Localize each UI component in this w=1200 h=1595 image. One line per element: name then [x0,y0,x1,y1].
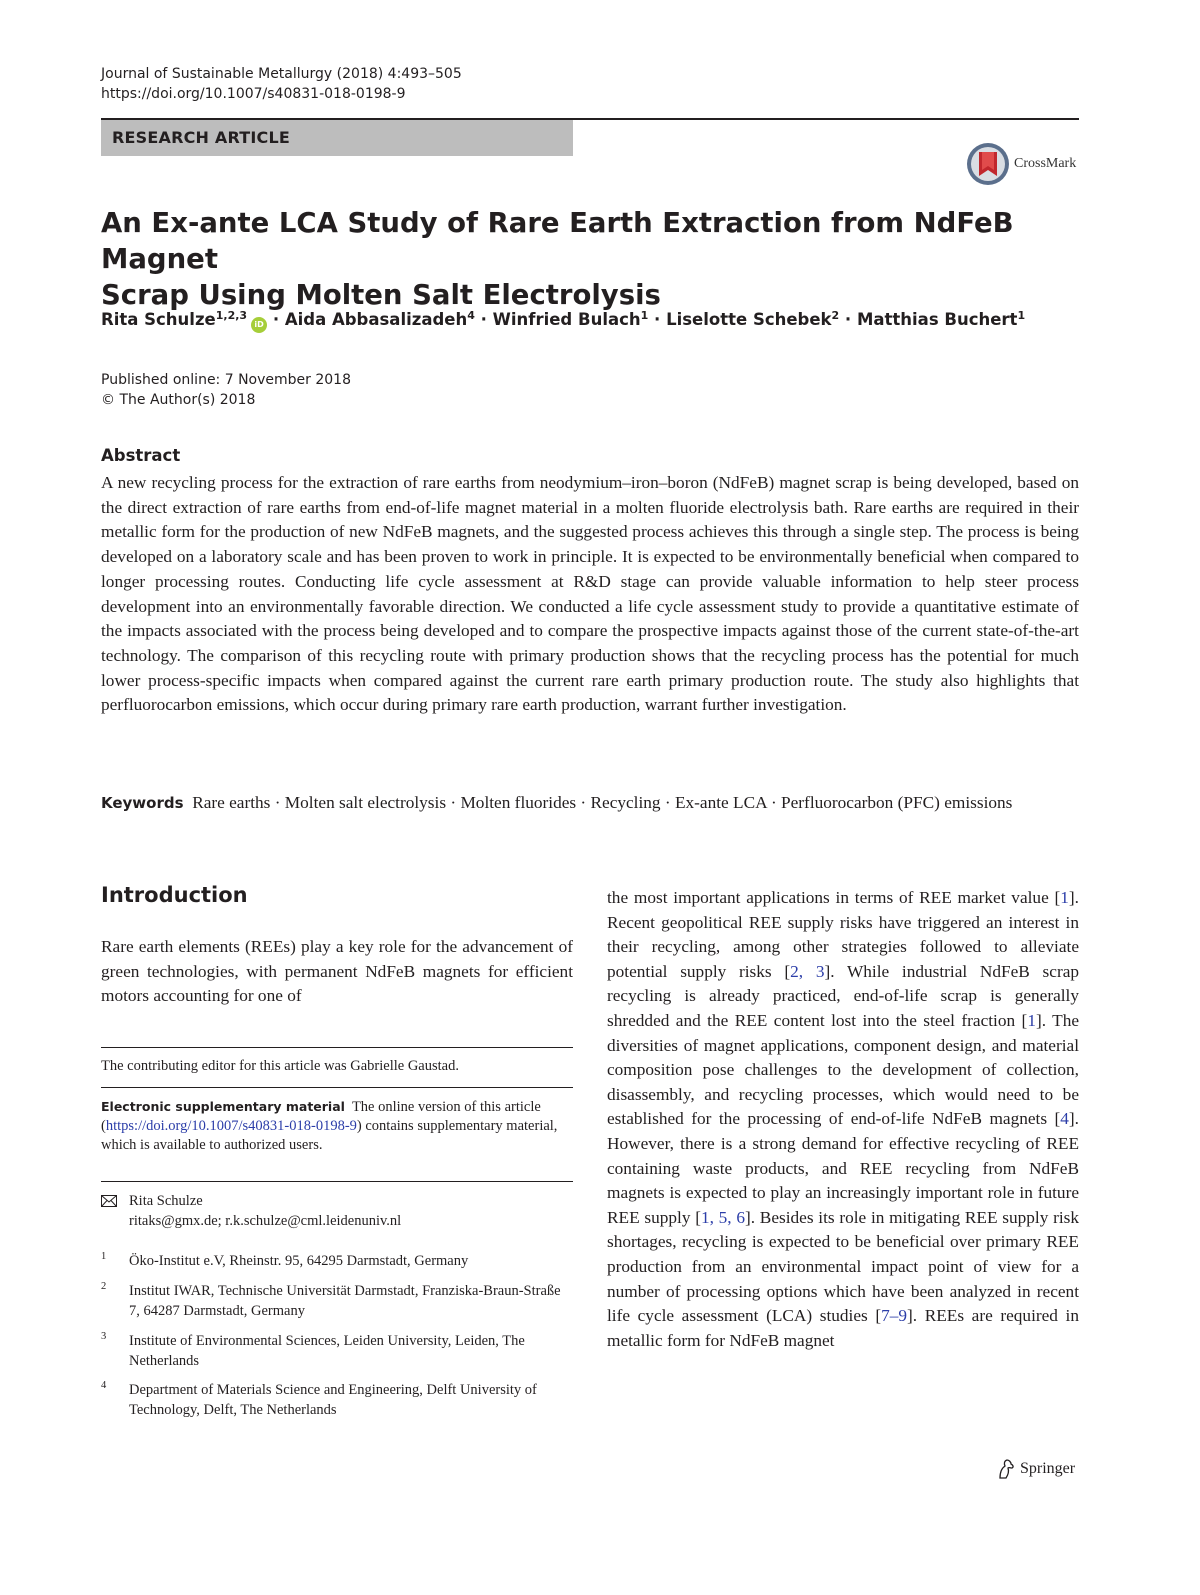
doi-line[interactable]: https://doi.org/10.1007/s40831-018-0198-9 [101,86,406,102]
crossmark-button[interactable] [966,142,1076,186]
esm-note: Electronic supplementary material The online version of this article (https://doi.org/10.1007/s40831-018-0198-9) contains supplementary material, which is available to authorized users. [101,1099,558,1153]
affiliation: 3 Institute of Environmental Sciences, Leiden University, Leiden, The Netherlands [101,1331,525,1369]
copyright: © The Author(s) 2018 [101,392,256,408]
crossmark-icon [966,142,1010,186]
journal-citation [101,64,462,104]
orcid-icon[interactable]: iD [251,317,267,333]
keywords [101,790,1079,816]
envelope-icon [101,1195,117,1207]
footnote-rule [101,1047,573,1048]
esm-label: Electronic supplementary material [101,1099,345,1114]
footnote-rule [101,1087,573,1088]
contact-name: Rita Schulze [129,1193,203,1209]
citation-link[interactable]: 1 [1060,888,1069,907]
published-date: Published online: 7 November 2018 [101,372,351,388]
contact-email[interactable]: ritaks@gmx.de; r.k.schulze@cml.leidenuniv.nl [129,1213,402,1229]
editor-note: The contributing editor for this article was Gabrielle Gaustad. [101,1058,459,1074]
affiliation: 1 Öko-Institut e.V, Rheinstr. 95, 64295 Darmstadt, Germany [101,1251,469,1269]
article-type-label: RESEARCH ARTICLE [112,128,291,147]
citation-link[interactable]: 7–9 [881,1306,908,1326]
affiliation: 4 Department of Materials Science and Engineering, Delft University of Technology, Delft, The Netherlands [101,1380,537,1418]
intro-left-text: Rare earth elements (REEs) play a key role for the advancement of green technologies, with permanent NdFeB magnets for efficient motors accounting for one of [101,937,573,1006]
citation-link[interactable]: 1, 5, 6 [700,1207,745,1227]
citation-link[interactable]: 2, 3 [790,961,825,981]
footnote-rule [101,1181,573,1182]
journal-line: Journal of Sustainable Metallurgy (2018) 4:493–505 [101,66,462,82]
affiliation: 2 Institut IWAR, Technische Universität Darmstadt, Franziska-Braun-Straße 7, 64287 Darmstadt, Germany [101,1281,561,1319]
esm-link[interactable]: https://doi.org/10.1007/s40831-018-0198-9 [105,1118,357,1134]
publisher-name: Springer [1020,1460,1076,1477]
corresponding-author [101,1191,401,1231]
author-list: Rita Schulze$^{1,2,3}$iD · Aida Abbasalizadeh$^4$ · Winfried Bulach$^1$ · Liselotte Schebek$^2$ · Matthias Buchert$^1$ [101,309,1025,333]
intro-right-text: the most important applications in terms of REE market value [1]. Recent geopolitical REE supply risks have triggered an interest in their recycling, among other strategies followed to alleviate potential supply risks [2, 3]. While industrial NdFeB scrap recycling is already practiced, end-of-life scrap is generally shredded and the REE content lost into the steel fraction [1]. The diversities of magnet applications, component design, and material composition pose challenges to the development of collection, disassembly, and recycling processes, which would need to be established for the processing of end-of-life NdFeB magnets [4]. However, there is a strong demand for effective recycling of REE containing waste products, and REE recycling from NdFeB magnets is expected to play an increasingly important role in future REE supply [1, 5, 6]. Besides its role in mitigating REE supply risk shortages, recycling is expected to be beneficial over primary REE production from an environmental impact point of view for a number of processing options which have been analyzed in recent life cycle assessment (LCA) studies [7–9]. REEs are required in metallic form for NdFeB magnet [607,888,1080,1350]
publisher-logo [996,1458,1075,1480]
title-line-2: Scrap Using Molten Salt Electrolysis [101,279,661,311]
author[interactable]: Rita Schulze$^{1,2,3}$iD [101,310,267,329]
section-heading-introduction: Introduction [101,883,248,907]
abstract-heading: Abstract [101,446,181,465]
crossmark-label: CrossMark [1014,156,1077,171]
title-line-1: An Ex-ante LCA Study of Rare Earth Extraction from NdFeB Magnet [101,207,1014,275]
author[interactable]: Matthias Buchert$^1$ [856,309,1026,329]
keywords-label: Keywords [101,794,184,812]
article-type-badge [101,120,573,156]
springer-horse-icon [996,1458,1016,1480]
keywords-text: Rare earths · Molten salt electrolysis · Molten fluorides · Recycling · Ex-ante LCA · Perfluorocarbon (PFC) emissions [192,793,1013,812]
abstract-text: A new recycling process for the extraction of rare earths from neodymium–iron–boron (NdFeB) magnet scrap is being developed, based on the direct extraction of rare earths from end-of-life magnet material in a molten fluoride electrolysis bath. Rare earths are required in their metallic form for the production of new NdFeB magnets, and the suggested process achieves this through a single step. The process is being developed on a laboratory scale and has been proven to work in principle. It is expected to be environmentally beneficial when compared to longer processing routes. Conducting life cycle assessment at R&D stage can provide valuable information to help steer process development into an environmentally favorable direction. We conducted a life cycle assessment study to provide a quantitative estimate of the impacts associated with the process being developed and to compare the prospective impacts against those of the current state-of-the-art technology. The comparison of this recycling route with primary production shows that the recycling process has the potential for much lower process-specific impacts when compared against the current rare earth primary production route. The study also highlights that perfluorocarbon emissions, which occur during primary rare earth production, warrant further investigation. [101,473,1079,715]
author[interactable]: Aida Abbasalizadeh$^4$ [284,309,475,329]
author[interactable]: Liselotte Schebek$^2$ [666,309,840,329]
article-title [101,205,1061,313]
citation-link[interactable]: 4 [1060,1109,1069,1129]
author[interactable]: Winfried Bulach$^1$ [492,309,649,329]
publication-info [101,370,351,410]
citation-link[interactable]: 1 [1027,1010,1036,1030]
